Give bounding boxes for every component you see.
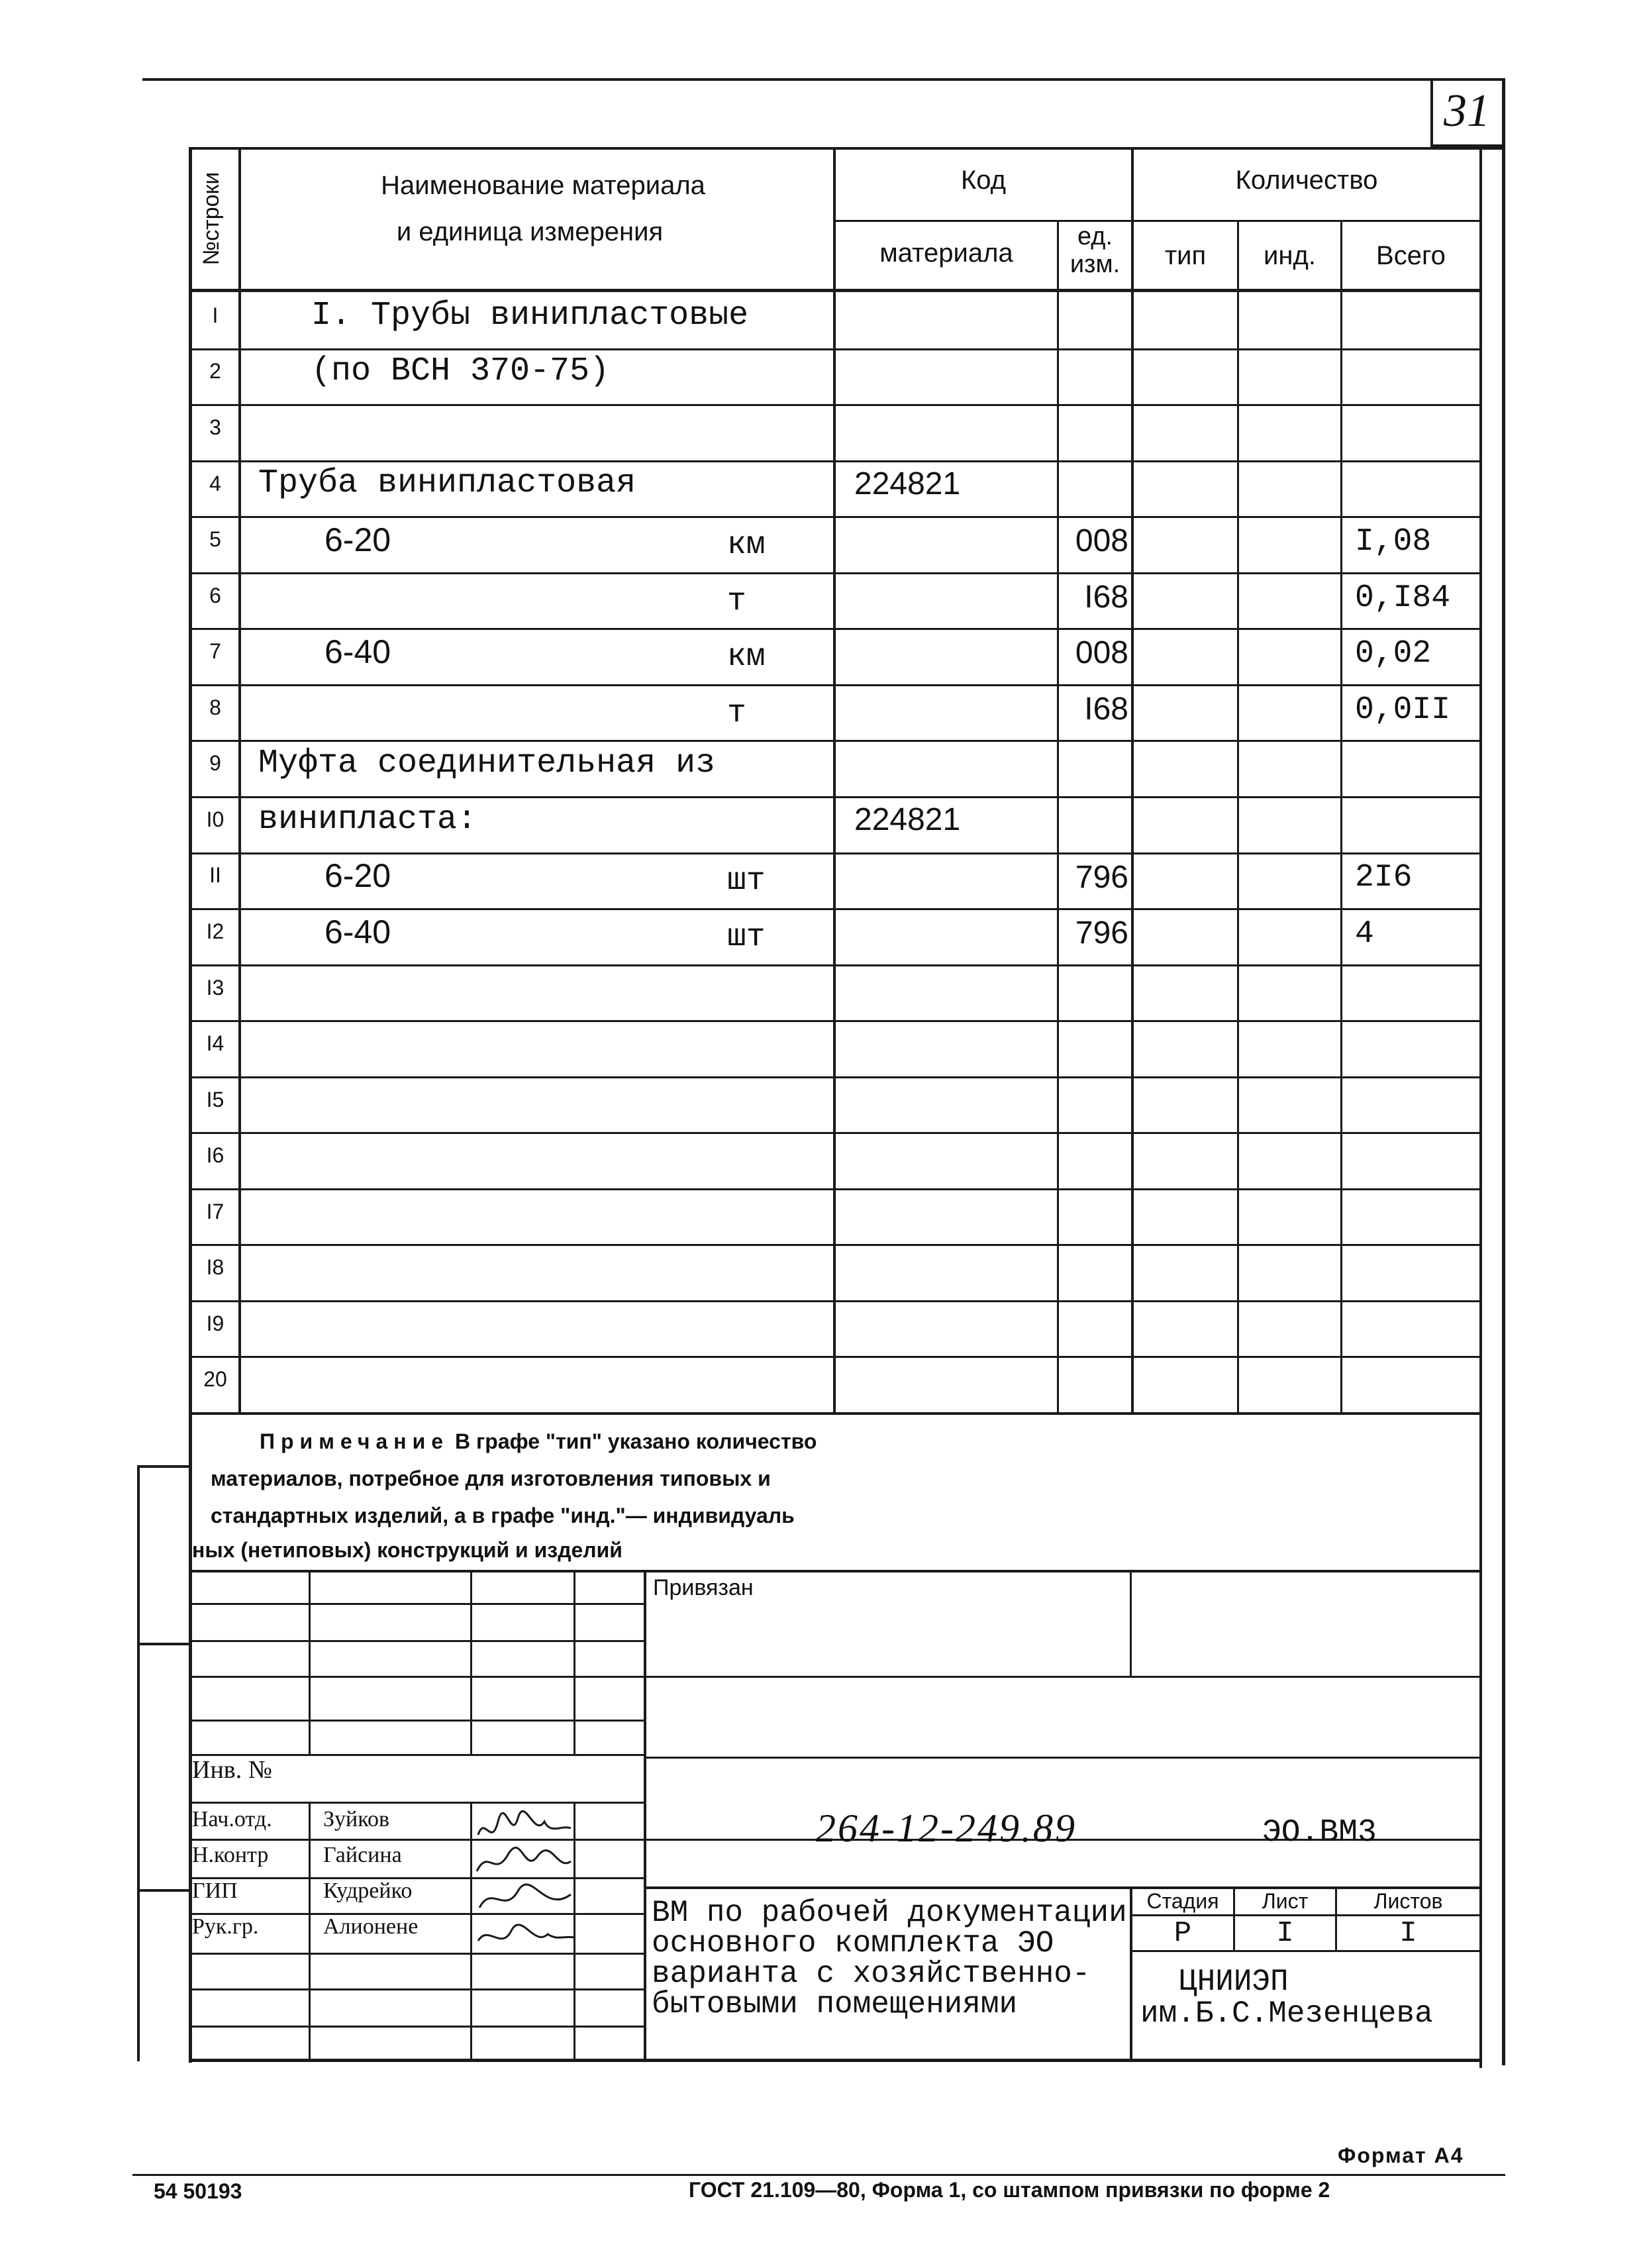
header-name-line1: Наименование материала (381, 171, 705, 200)
row-unit-code: 008 (1075, 523, 1128, 558)
row-name: Труба винипластовая (258, 464, 636, 502)
note-line2: материалов, потребное для изготовления типовых и (211, 1467, 771, 1490)
col-line-unitcode (1057, 220, 1059, 1415)
signature-marks (472, 1808, 577, 1961)
stamp-left-strip-mid (137, 1643, 190, 1645)
signatory-name: Кудрейко (323, 1879, 413, 1903)
row-name: 6-20 (324, 857, 391, 894)
row-divider (189, 460, 1482, 462)
stamp-sheet-label: Лист (1262, 1889, 1309, 1913)
row-divider (189, 1076, 1482, 1078)
stamp-left-strip-top (137, 1465, 190, 1468)
note-line3: стандартных изделий, а в графе "инд."— индивидуаль (211, 1504, 795, 1527)
signatory-name: Зуйков (323, 1807, 390, 1831)
stamp-h2 (189, 1640, 645, 1642)
signatory-role: Н.контр (192, 1843, 269, 1867)
row-unit: шт (727, 919, 766, 955)
row-divider (189, 1244, 1482, 1246)
row-divider (189, 1132, 1482, 1134)
stamp-title-line4: бытовыми помещениями (652, 1987, 1018, 2022)
row-number: I9 (206, 1312, 224, 1335)
row-number: 20 (203, 1367, 227, 1391)
page-number: 31 (1444, 85, 1490, 136)
stamp-h12 (189, 2026, 645, 2028)
row-number: I6 (206, 1143, 224, 1167)
header-row-no-text: №строки (199, 172, 224, 266)
signatory-name: Алионене (323, 1914, 419, 1939)
row-number: 9 (209, 751, 221, 775)
footer-left-code: 54 50193 (154, 2179, 242, 2203)
table-top-line (189, 147, 1505, 150)
row-unit-code: I68 (1084, 580, 1128, 615)
row-total: I,08 (1355, 524, 1432, 560)
row-divider (189, 628, 1482, 630)
row-number: I7 (206, 1200, 224, 1223)
note-label: Примечание (260, 1429, 450, 1453)
row-number: I (212, 303, 219, 327)
row-total: 0,I84 (1355, 580, 1451, 616)
row-total: 0,0II (1355, 692, 1451, 728)
row-total: 2I6 (1355, 860, 1413, 896)
header-material: материала (879, 238, 1013, 268)
col-line-name (833, 147, 836, 1415)
stamp-left-strip (137, 1465, 140, 2061)
stamp-title-line2: основного комплекта ЭО (652, 1926, 1054, 1961)
row-divider (189, 1300, 1482, 1302)
stamp-stage-h1 (1130, 1914, 1482, 1916)
row-divider (189, 908, 1482, 910)
header-subdivider (834, 220, 1482, 222)
signatory-role: Рук.гр. (192, 1914, 259, 1939)
stamp-stage-value: Р (1173, 1917, 1192, 1950)
stamp-sheet-value: I (1276, 1917, 1294, 1950)
stamp-col3 (573, 1570, 575, 1755)
row-number: 3 (209, 415, 221, 439)
row-number: I2 (206, 919, 224, 943)
stamp-attached: Привязан (653, 1575, 754, 1600)
col-line-code (1131, 147, 1134, 1415)
row-total: 4 (1355, 916, 1374, 952)
row-number: I0 (206, 807, 224, 831)
header-name-line2: и единица измерения (396, 217, 664, 246)
row-divider (189, 572, 1482, 574)
stamp-doc-code: 264-12-249.89 (816, 1806, 1077, 1850)
row-divider (189, 964, 1482, 966)
stamp-org-line1: ЦНИИЭП (1179, 1965, 1289, 1999)
stamp-col2 (470, 1570, 472, 1755)
stamp-attached-divider (1130, 1570, 1132, 1676)
stamp-stage-label: Стадия (1146, 1889, 1219, 1913)
stamp-inv-no: Инв. № (192, 1756, 272, 1784)
row-name: Муфта соединительная из (258, 745, 716, 782)
stamp-title-line1: ВМ по рабочей документации (652, 1896, 1127, 1930)
footer-standard: ГОСТ 21.109—80, Форма 1, со штампом привязки по форме 2 (689, 2178, 1330, 2202)
row-divider (189, 516, 1482, 518)
footer-rule (132, 2174, 1505, 2176)
row-total: 0,02 (1355, 636, 1432, 672)
stamp-left-strip-lower (137, 1889, 190, 1892)
footer-format: Формат А4 (1338, 2143, 1464, 2167)
header-code: Код (960, 166, 1006, 195)
stamp-h1 (189, 1603, 645, 1605)
row-number: 6 (209, 584, 221, 607)
row-unit: км (727, 527, 766, 563)
row-number: I3 (206, 976, 224, 1000)
row-name: 6-40 (324, 633, 391, 670)
row-unit: т (727, 696, 746, 731)
stamp-attached-bottom (644, 1676, 1482, 1678)
row-divider (189, 796, 1482, 798)
row-unit-code: I68 (1084, 692, 1128, 727)
header-type: тип (1164, 241, 1207, 270)
header-ind: инд. (1264, 241, 1316, 270)
stamp-stage-h2 (1130, 1950, 1482, 1952)
signatory-name: Гайсина (323, 1843, 402, 1867)
stamp-doc-mark: ЭО.ВМ3 (1262, 1815, 1377, 1851)
row-name: 6-20 (324, 521, 391, 558)
row-number: 7 (209, 639, 221, 663)
row-material-code: 224821 (854, 802, 961, 837)
row-divider (189, 740, 1482, 742)
row-number: 5 (209, 527, 221, 551)
stamp-sheets-label: Листов (1373, 1889, 1443, 1913)
stamp-bottom-line (189, 2059, 1482, 2062)
row-name: винипласта: (258, 801, 477, 839)
table-rows-bottom (189, 1412, 1482, 1415)
row-unit-code: 008 (1075, 635, 1128, 670)
header-row-no (199, 152, 232, 285)
header-total: Всего (1376, 241, 1446, 270)
header-quantity: Количество (1235, 166, 1378, 195)
row-number: I4 (206, 1031, 224, 1055)
row-divider (189, 1020, 1482, 1022)
stamp-right-mid (644, 1757, 1482, 1759)
row-number: II (209, 863, 221, 887)
row-name: (по ВСН 370-75) (311, 352, 610, 390)
row-number: 2 (209, 359, 221, 383)
stamp-h4 (189, 1720, 645, 1722)
row-divider (189, 1356, 1482, 1358)
row-name: 6-40 (324, 913, 391, 951)
signatory-role: Нач.отд. (192, 1807, 272, 1831)
signatory-role: ГИП (192, 1879, 238, 1903)
row-name: I. Трубы винипластовые (311, 297, 749, 335)
row-unit: шт (727, 863, 766, 899)
stamp-sheets-value: I (1399, 1917, 1417, 1950)
row-divider (189, 348, 1482, 350)
row-number: I8 (206, 1255, 224, 1279)
stamp-h6 (189, 1802, 645, 1804)
stamp-col1 (309, 1570, 311, 1755)
note-line1 (260, 1429, 817, 1454)
row-number: 8 (209, 696, 221, 719)
row-unit: км (727, 639, 766, 675)
row-unit: т (727, 584, 746, 619)
note-line4: ных (нетиповых) конструкций и изделий (192, 1538, 622, 1562)
row-divider (189, 1188, 1482, 1190)
stamp-top-line (189, 1570, 1482, 1572)
top-border (142, 78, 1505, 81)
row-number: 4 (209, 472, 221, 495)
row-unit-code: 796 (1075, 915, 1128, 951)
header-unit-line2: изм. (1070, 250, 1120, 278)
row-number: I5 (206, 1088, 224, 1111)
col-line-ind (1340, 220, 1342, 1415)
right-border (1502, 78, 1505, 2065)
stamp-col4 (644, 1570, 646, 2060)
stamp-title-line3: варианта с хозяйственно- (652, 1957, 1091, 1991)
note-line1-text: В графе "тип" указано количество (454, 1429, 817, 1453)
row-material-code: 224821 (854, 466, 961, 501)
col-line-total-right (1479, 147, 1482, 2068)
stamp-h11 (189, 1988, 645, 1990)
stamp-org-line2: им.Б.С.Мезенцева (1140, 1996, 1433, 2031)
row-unit-code: 796 (1075, 860, 1128, 895)
col-line-rowno (238, 147, 241, 1415)
stamp-h3 (189, 1676, 645, 1678)
col-line-type (1237, 220, 1239, 1415)
row-divider (189, 852, 1482, 854)
header-unit-line1: ед. (1077, 223, 1113, 250)
row-divider (189, 404, 1482, 406)
row-divider (189, 684, 1482, 686)
